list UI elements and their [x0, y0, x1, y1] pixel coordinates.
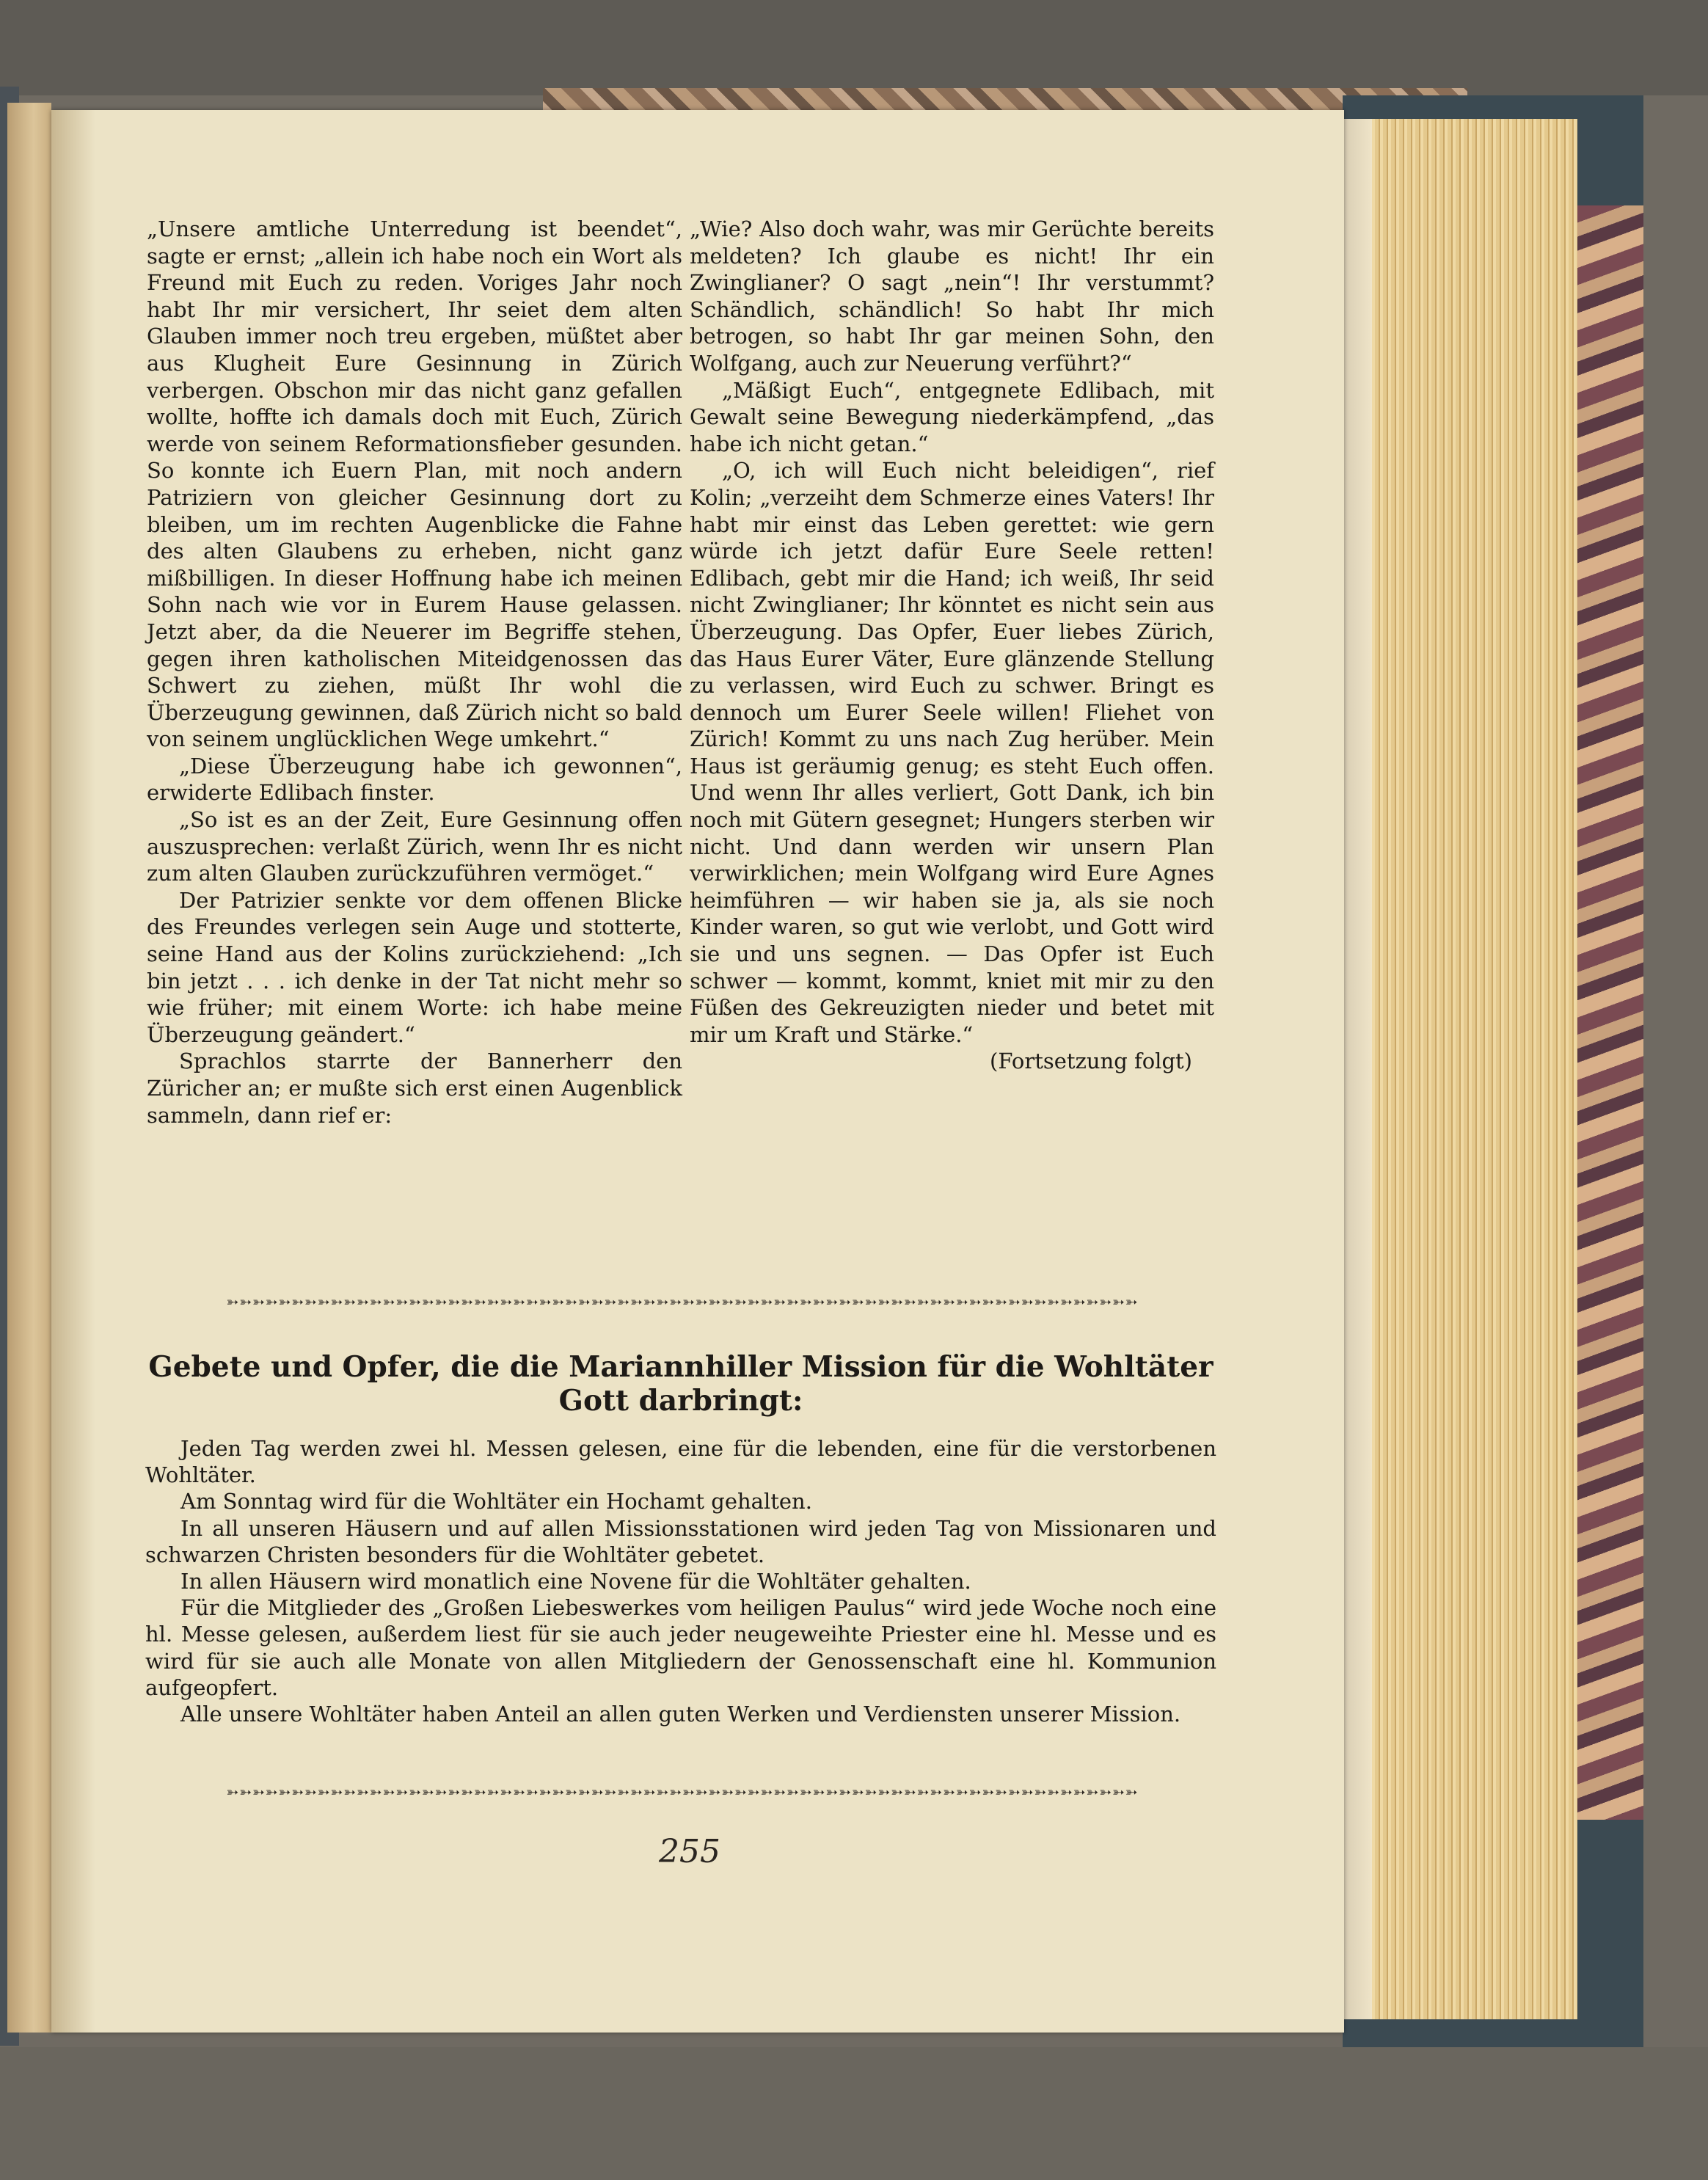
page-block-shadow — [1343, 119, 1372, 2019]
page-gutter-shadow — [51, 110, 95, 2033]
prayer-item: In allen Häusern wird monatlich eine Novene für die Wohltäter gehalten. — [180, 1569, 971, 1594]
prayer-item: Am Sonntag wird für die Wohltäter ein Hochamt gehalten. — [180, 1489, 812, 1514]
text-column-left — [147, 216, 682, 1129]
paragraph: „Mäßigt Euch“, entgegnete Edlibach, mit Gewalt seine Bewegung niederkämpfend, „das habe ich nicht getan.“ — [690, 377, 1214, 456]
ornamental-divider-top: ➳➳➳➳➳➳➳➳➳➳➳➳➳➳➳➳➳➳➳➳➳➳➳➳➳➳➳➳➳➳➳➳➳➳➳➳➳➳➳➳➳➳➳➳➳➳➳➳➳➳➳➳➳➳➳➳➳➳➳➳➳➳➳➳➳➳➳➳➳➳ — [226, 1293, 1139, 1309]
ornamental-divider-bottom: ➳➳➳➳➳➳➳➳➳➳➳➳➳➳➳➳➳➳➳➳➳➳➳➳➳➳➳➳➳➳➳➳➳➳➳➳➳➳➳➳➳➳➳➳➳➳➳➳➳➳➳➳➳➳➳➳➳➳➳➳➳➳➳➳➳➳➳➳➳➳ — [226, 1783, 1139, 1799]
text-column-right — [690, 216, 1214, 1075]
continuation-note: (Fortsetzung folgt) — [990, 1049, 1192, 1074]
paragraph: Sprachlos starrte der Bannerherr den Züricher an; er mußte sich erst einen Augenblick sammeln, dann rief er: — [147, 1049, 682, 1128]
prayer-item: Jeden Tag werden zwei hl. Messen gelesen, eine für die lebenden, eine für die verstorbenen Wohltäter. — [145, 1436, 1216, 1488]
prayer-item: Alle unsere Wohltäter haben Anteil an allen guten Werken und Verdiensten unserer Mission. — [180, 1702, 1181, 1727]
paragraph: „Diese Überzeugung habe ich gewonnen“, erwiderte Edlibach finster. — [147, 753, 682, 806]
book-page — [51, 110, 1344, 2033]
scan-background-top — [0, 0, 1708, 95]
paragraph: Der Patrizier senkte vor dem offenen Blicke des Freundes verlegen sein Auge und stotterte, seine Hand aus der Kolins zurückziehend: „Ich bin jetzt . . . ich denke in der Tat nicht mehr so wie früher; mit einem Worte: ich habe meine Überzeugung geändert.“ — [147, 887, 682, 1047]
section-heading: Gebete und Opfer, die die Mariannhiller Mission für die Wohltäter Gott darbringt: — [148, 1350, 1214, 1418]
prayers-section — [145, 1435, 1216, 1727]
previous-page-edge — [7, 103, 51, 2033]
paragraph: „Unsere amtliche Unterredung ist beendet“, sagte er ernst; „allein ich habe noch ein Wort als Freund mit Euch zu reden. Voriges Jahr noch habt Ihr mir versichert, Ihr seiet dem alten Glauben immer noch treu ergeben, müßtet aber aus Klugheit Eure Gesinnung in Zürich verbergen. Obschon mir das nicht ganz gefallen wollte, hoffte ich damals doch mit Euch, Zürich werde von seinem Reformationsfieber gesunden. So konnte ich Euern Plan, mit noch andern Patriziern von gleicher Gesinnung dort zu bleiben, um im rechten Augenblicke die Fahne des alten Glaubens zu erheben, nicht ganz mißbilligen. In dieser Hoffnung habe ich meinen Sohn nach wie vor in Eurem Hause gelassen. Jetzt aber, da die Neuerer im Begriffe stehen, gegen ihren katholischen Miteidgenossen das Schwert zu ziehen, müßt Ihr wohl die Überzeugung gewinnen, daß Zürich nicht so bald von seinem unglücklichen Wege umkehrt.“ — [147, 216, 682, 752]
paragraph: „So ist es an der Zeit, Eure Gesinnung offen auszusprechen: verlaßt Zürich, wenn Ihr es nicht zum alten Glauben zurückzuführen vermöget.“ — [147, 807, 682, 886]
prayer-item: In all unseren Häusern und auf allen Missionsstationen wird jeden Tag von Missionaren und schwarzen Christen besonders für die Wohltäter gebetet. — [145, 1515, 1216, 1567]
page-number: 255 — [659, 1833, 720, 1870]
scan-background-bottom — [0, 2047, 1708, 2180]
paragraph: „Wie? Also doch wahr, was mir Gerüchte bereits meldeten? Ich glaube es nicht! Ihr ein Zwinglianer? O sagt „nein“! Ihr verstummt? Schändlich, schändlich! So habt Ihr mich betrogen, so habt Ihr gar meinen Sohn, den Wolfgang, auch zur Neuerung verführt?“ — [690, 216, 1214, 376]
marbled-cover-right — [1577, 205, 1643, 1820]
page-block-edges — [1343, 119, 1577, 2019]
paragraph: „O, ich will Euch nicht beleidigen“, rief Kolin; „verzeiht dem Schmerze eines Vaters! Ihr habt mir einst das Leben gerettet: wie gern würde ich jetzt dafür Eure Seele retten! Edlibach, gebt mir die Hand; ich weiß, Ihr seid nicht Zwinglianer; Ihr könntet es nicht sein aus Überzeugung. Das Opfer, Euer liebes Zürich, das Haus Eurer Väter, Eure glänzende Stellung zu verlassen, wird Euch zu schwer. Bringt es dennoch um Eurer Seele willen! Fliehet von Zürich! Kommt zu uns nach Zug herüber. Mein Haus ist geräumig genug; es steht Euch offen. Und wenn Ihr alles verliert, Gott Dank, ich bin noch mit Gütern gesegnet; Hungers sterben wir nicht. Und dann werden wir unsern Plan verwirklichen; mein Wolfgang wird Eure Agnes heimführen — wir haben sie ja, als sie noch Kinder waren, so gut wie verlobt, und Gott wird sie und uns segnen. — Das Opfer ist Euch schwer — kommt, kommt, kniet mit mir zu den Füßen des Gekreuzigten nieder und betet mit mir um Kraft und Stärke.“ — [690, 458, 1214, 1047]
prayer-item: Für die Mitglieder des „Großen Liebeswerkes vom heiligen Paulus“ wird jede Woche noch eine hl. Messe gelesen, außerdem liest für sie auch jeder neugeweihte Priester eine hl. Messe und es wird für sie auch alle Monate von allen Mitgliedern der Genossenschaft eine hl. Kommunion aufgeopfert. — [145, 1595, 1216, 1700]
